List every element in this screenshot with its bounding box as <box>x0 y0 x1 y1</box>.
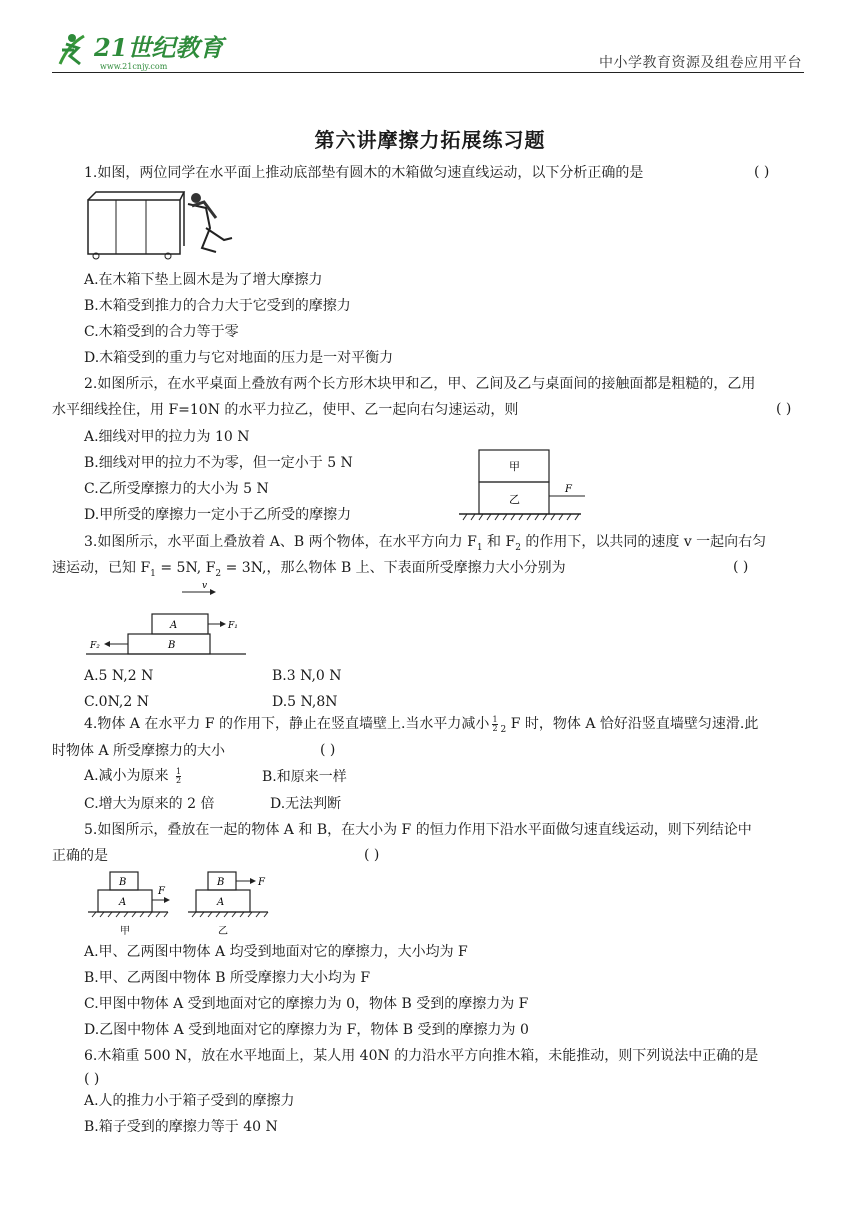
q5-jia-label-b: B <box>119 877 127 888</box>
q3-label-b: B <box>168 640 176 651</box>
q4-stem-line1: 4.物体 A 在水平力 F 的作用下，静止在竖直墙壁上.当水平力减小 $\frac{1}{2}$ $_2$ F 时，物体 A 恰好沿竖直墙壁匀速滑.此 <box>84 714 759 735</box>
q3-option-d: D.5 N,8N <box>272 694 338 710</box>
q3-figure-blocks <box>84 580 250 658</box>
q2-label-jia: 甲 <box>509 460 520 473</box>
q5-yi-label-b: B <box>217 877 225 888</box>
q1-answer-paren: ( ) <box>754 164 770 180</box>
q4-option-a-fraction: $\frac{1}{2}$ <box>176 766 182 785</box>
q1-stem: 1.如图，两位同学在水平面上推动底部垫有圆木的木箱做匀速直线运动，以下分析正确的是 <box>84 165 644 181</box>
q2-option-a: A.细线对甲的拉力为 10 N <box>84 429 250 445</box>
q3-option-b: B.3 N,0 N <box>272 668 342 684</box>
q2-label-f: F <box>565 484 572 495</box>
q1-option-b: B.木箱受到推力的合力大于它受到的摩擦力 <box>84 298 351 314</box>
logo-url: www.21cnjy.com <box>100 62 168 71</box>
q3-label-a: A <box>170 620 178 631</box>
q3-label-f1: F₁ <box>228 621 238 631</box>
q2-figure-blocks <box>455 446 585 526</box>
q5-jia-label-f: F <box>158 886 165 897</box>
q5-figure-two-setups <box>86 868 272 938</box>
q4-answer-paren: ( ) <box>320 742 336 758</box>
logo-text: 21世纪教育 <box>94 33 224 62</box>
q2-stem-line2: 水平细线拴住，用 F=10N 的水平力拉乙，使甲、乙一起向右匀速运动，则 <box>52 402 519 418</box>
q6-option-b: B.箱子受到的摩擦力等于 40 N <box>84 1119 278 1135</box>
q1-option-d: D.木箱受到的重力与它对地面的压力是一对平衡力 <box>84 350 394 366</box>
q5-caption-jia: 甲 <box>120 926 130 937</box>
page-title: 第六讲摩擦力拓展练习题 <box>314 128 546 152</box>
q2-stem-line1: 2.如图所示，在水平桌面上叠放有两个长方形木块甲和乙，甲、乙间及乙与桌面间的接触面都是粗糙的，乙用 <box>84 376 756 392</box>
q4-option-a: A.减小为原来 $\frac{1}{2}$ <box>84 766 182 785</box>
q4-option-c: C.增大为原来的 2 倍 <box>84 796 215 812</box>
q6-answer-paren: ( ) <box>84 1071 100 1087</box>
q2-answer-paren: ( ) <box>776 401 792 417</box>
q3-answer-paren: ( ) <box>733 559 749 575</box>
q5-option-b: B.甲、乙两图中物体 B 所受摩擦力大小均为 F <box>84 970 371 986</box>
q5-stem-line2: 正确的是 <box>52 848 108 864</box>
q5-jia-label-a: A <box>119 897 127 908</box>
site-logo <box>52 26 232 72</box>
q2-option-d: D.甲所受的摩擦力一定小于乙所受的摩擦力 <box>84 507 352 523</box>
q3-option-a: A.5 N,2 N <box>84 668 154 684</box>
q2-option-b: B.细线对甲的拉力不为零，但一定小于 5 N <box>84 455 353 471</box>
q3-label-f2: F₂ <box>90 641 100 651</box>
q5-stem-line1: 5.如图所示，叠放在一起的物体 A 和 B，在大小为 F 的恒力作用下沿水平面做匀速直线运动，则下列结论中 <box>84 822 752 838</box>
q1-option-a: A.在木箱下垫上圆木是为了增大摩擦力 <box>84 272 323 288</box>
q4-fraction: $\frac{1}{2}$ <box>492 714 498 733</box>
platform-name: 中小学教育资源及组卷应用平台 <box>599 55 802 71</box>
q3-stem-line1: 3.如图所示，水平面上叠放着 A、B 两个物体，在水平方向力 $F_1$ 和 $F_2$ 的作用下，以共同的速度 v 一起向右匀 <box>84 534 767 553</box>
q1-figure-box-push <box>84 190 240 260</box>
q5-option-d: D.乙图中物体 A 受到地面对它的摩擦力为 F，物体 B 受到的摩擦力为 0 <box>84 1022 529 1038</box>
header-divider <box>52 72 804 73</box>
q3-option-c: C.0N,2 N <box>84 694 149 710</box>
q3-label-v: v <box>202 581 208 591</box>
q4-option-d: D.无法判断 <box>270 796 342 812</box>
q3-stem-line2: 速运动，已知 $F_1 = 5N$, $F_2 = 3N$,，那么物体 B 上、下表面所受摩擦力大小分别为 <box>52 560 566 579</box>
q4-option-b: B.和原来一样 <box>262 769 347 785</box>
q2-option-c: C.乙所受摩擦力的大小为 5 N <box>84 481 269 497</box>
q2-label-yi: 乙 <box>509 493 520 506</box>
q4-stem-line2: 时物体 A 所受摩擦力的大小 <box>52 743 226 759</box>
q5-yi-label-f: F <box>258 877 265 888</box>
q5-option-a: A.甲、乙两图中物体 A 均受到地面对它的摩擦力，大小均为 F <box>84 944 468 960</box>
q5-answer-paren: ( ) <box>364 847 380 863</box>
q6-stem: 6.木箱重 500 N，放在水平地面上，某人用 40N 的力沿水平方向推木箱，未能推动，则下列说法中正确的是 <box>84 1048 759 1064</box>
q5-yi-label-a: A <box>217 897 225 908</box>
q1-option-c: C.木箱受到的合力等于零 <box>84 324 239 340</box>
q5-caption-yi: 乙 <box>218 926 228 937</box>
q5-option-c: C.甲图中物体 A 受到地面对它的摩擦力为 0，物体 B 受到的摩擦力为 F <box>84 996 529 1012</box>
q6-option-a: A.人的推力小于箱子受到的摩擦力 <box>84 1093 295 1109</box>
